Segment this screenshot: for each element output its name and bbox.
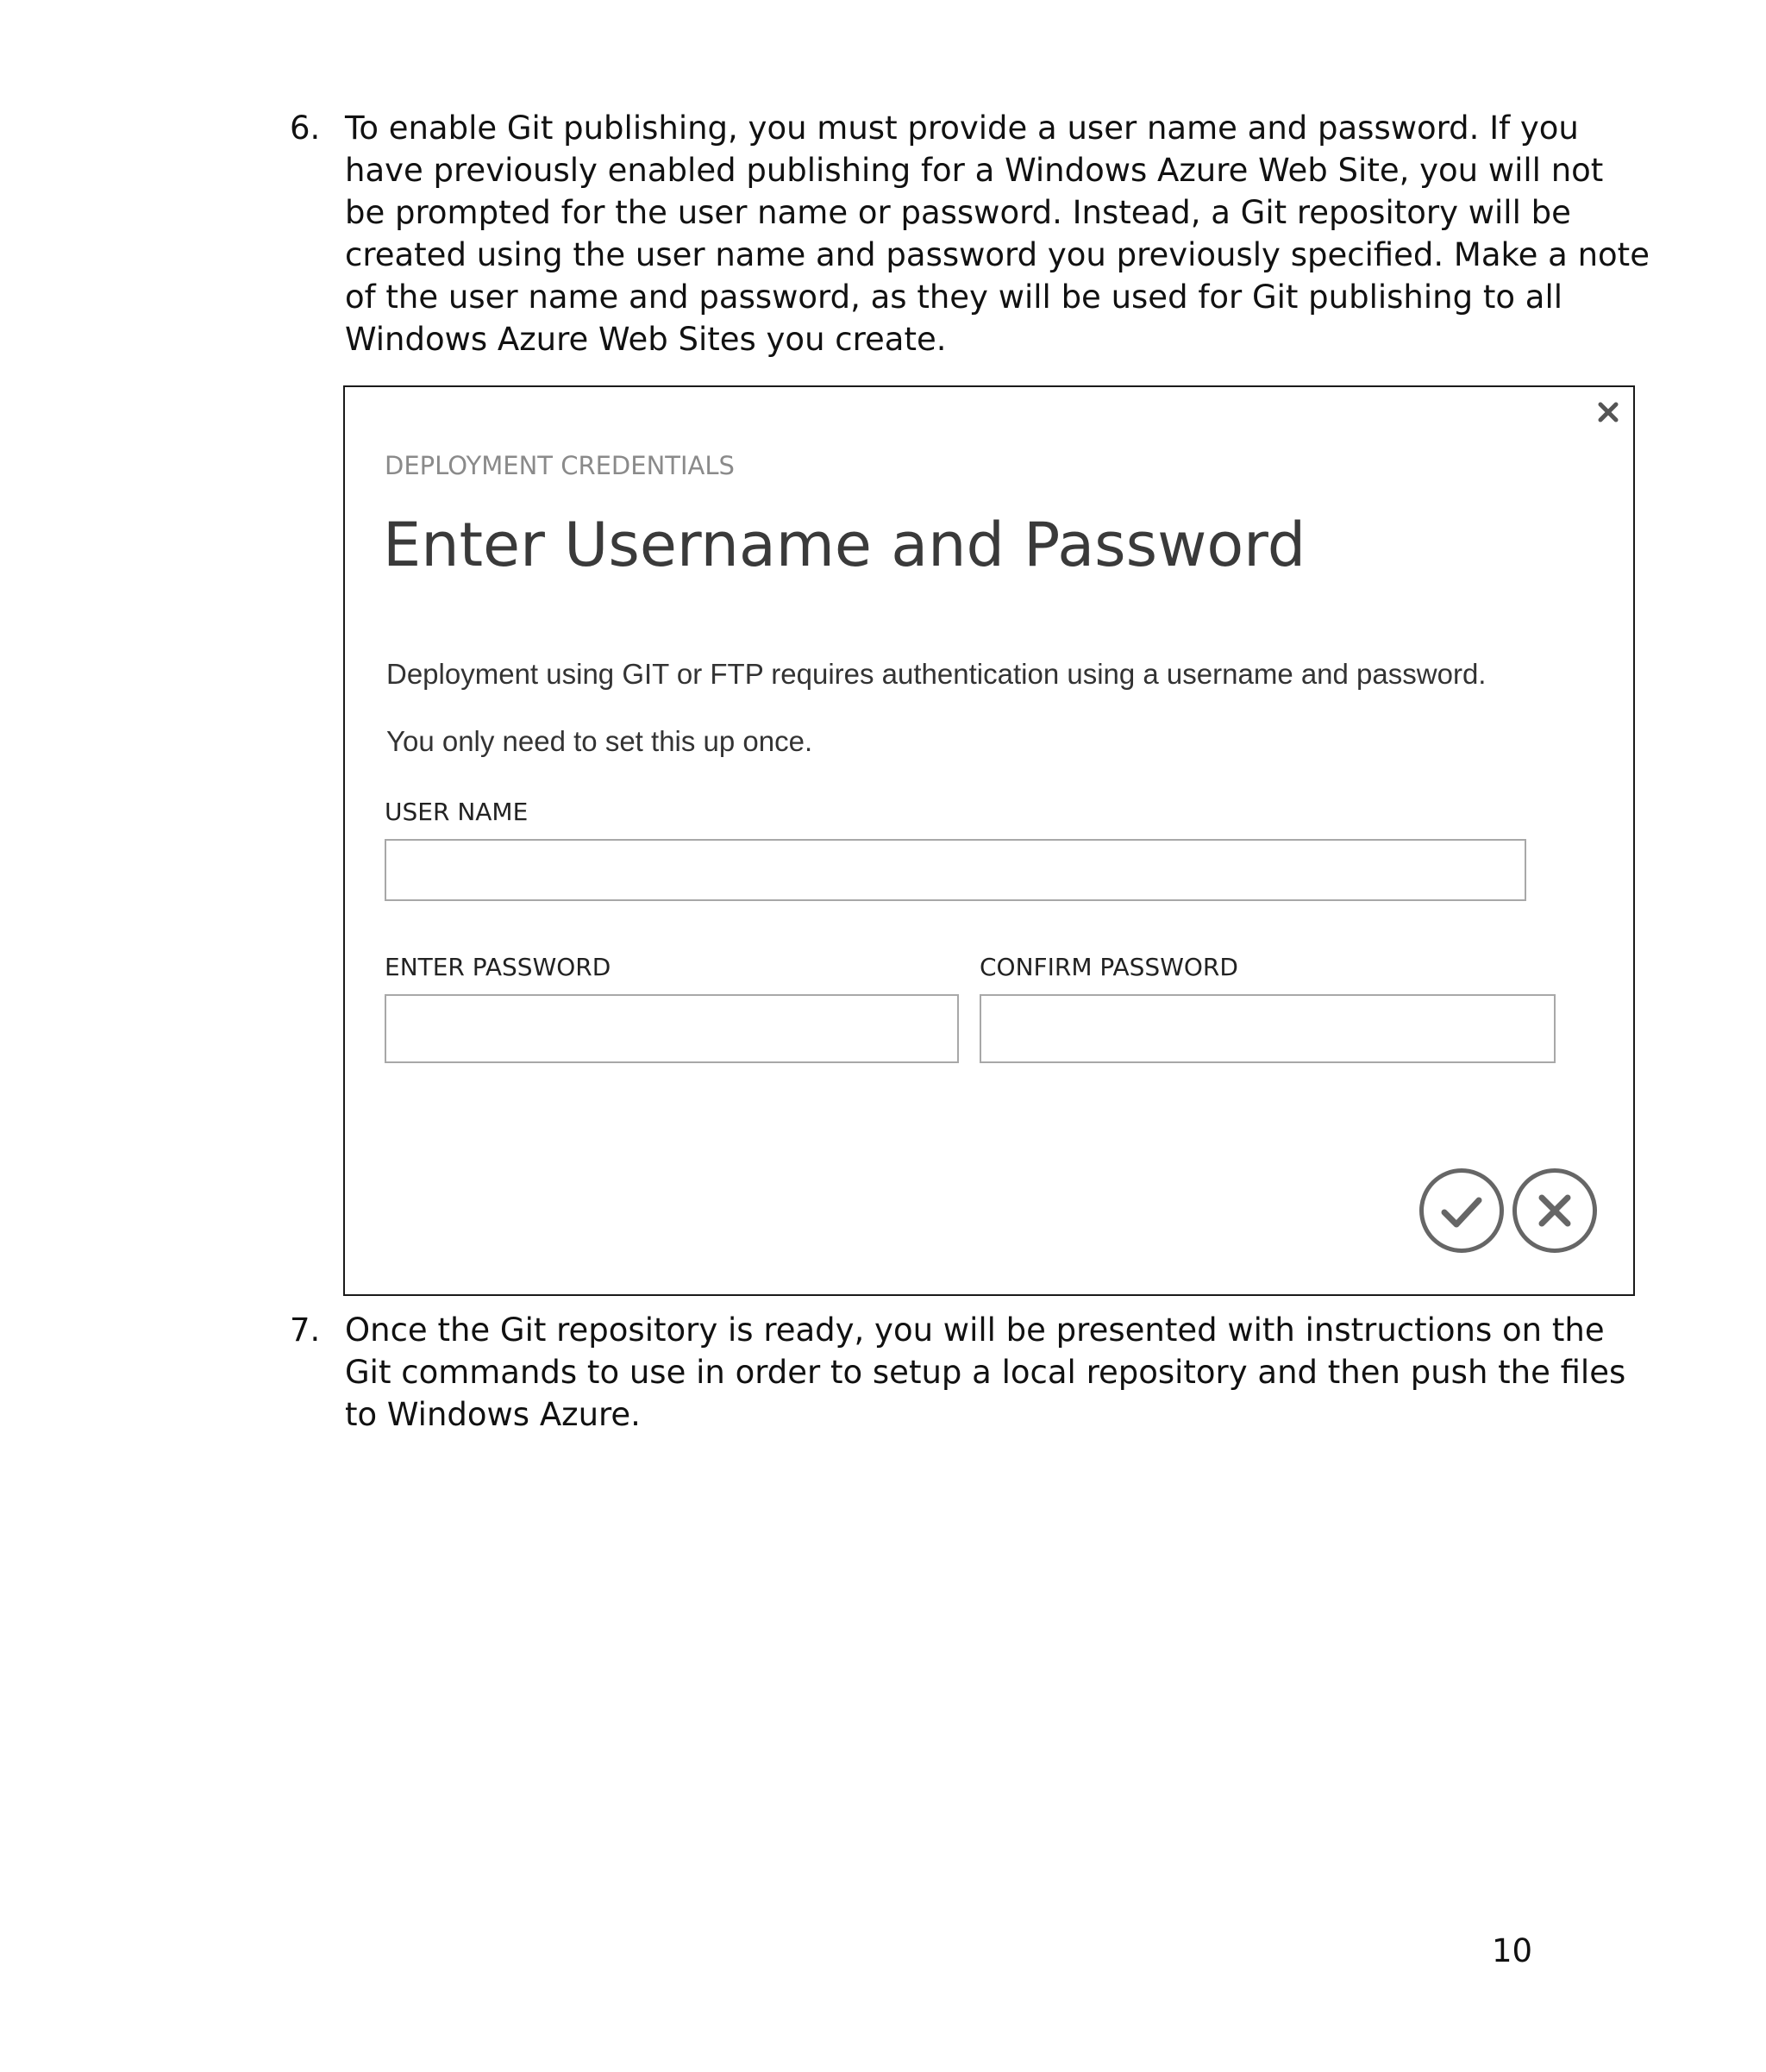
username-input[interactable] — [385, 839, 1526, 901]
deployment-credentials-dialog — [343, 385, 1635, 1296]
step-number: 6. — [290, 110, 321, 147]
password-label: ENTER PASSWORD — [385, 953, 611, 981]
text-line: To enable Git publishing, you must provide a user name and password. If you — [345, 110, 1579, 147]
text-line: Windows Azure Web Sites you create. — [345, 321, 947, 358]
confirm-password-input[interactable] — [980, 994, 1556, 1063]
page-number: 10 — [1492, 1932, 1533, 1969]
cancel-icon — [1517, 1173, 1593, 1249]
text-line: to Windows Azure. — [345, 1396, 641, 1433]
username-label: USER NAME — [385, 798, 529, 826]
text-line: be prompted for the user name or password. Instead, a Git repository will be — [345, 194, 1571, 231]
dialog-eyebrow: DEPLOYMENT CREDENTIALS — [385, 451, 735, 480]
ok-button[interactable] — [1419, 1168, 1504, 1253]
confirm-password-label: CONFIRM PASSWORD — [980, 953, 1238, 981]
text-line: Git commands to use in order to setup a local repository and then push the files — [345, 1354, 1626, 1391]
cancel-button[interactable] — [1512, 1168, 1597, 1253]
text-line: have previously enabled publishing for a Windows Azure Web Site, you will not — [345, 152, 1604, 189]
step-text — [345, 1309, 1626, 1436]
password-input[interactable] — [385, 994, 959, 1063]
text-line: Once the Git repository is ready, you will be presented with instructions on the — [345, 1311, 1605, 1349]
step-number: 7. — [290, 1311, 321, 1349]
close-icon[interactable] — [1595, 399, 1621, 425]
text-line: created using the user name and password you previously specified. Make a note — [345, 236, 1650, 273]
dialog-note: You only need to set this up once. — [386, 725, 813, 757]
step-text — [345, 107, 1650, 360]
dialog-title: Enter Username and Password — [383, 510, 1306, 580]
text-line: of the user name and password, as they will be used for Git publishing to all — [345, 279, 1562, 316]
dialog-description: Deployment using GIT or FTP requires authentication using a username and password. — [386, 658, 1487, 690]
checkmark-icon — [1424, 1173, 1500, 1249]
